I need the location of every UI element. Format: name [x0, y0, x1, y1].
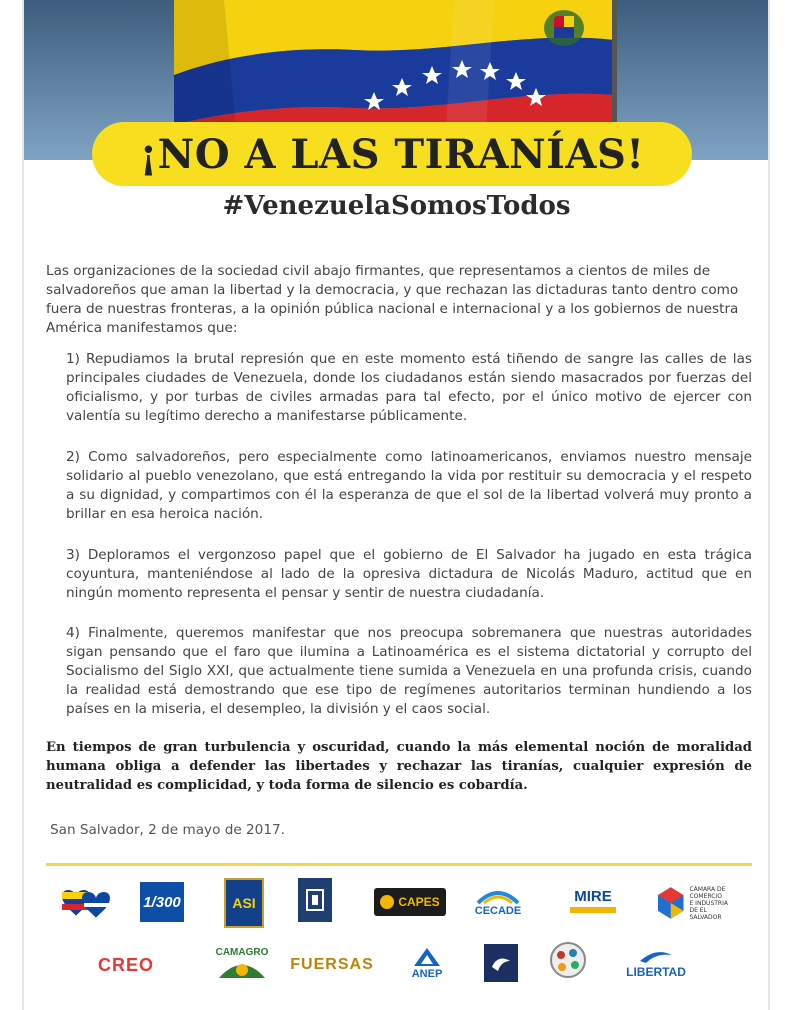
logo-capes: CAPES: [374, 888, 446, 916]
closing-statement: En tiempos de gran turbulencia y oscuridad, cuando la más elemental noción de moralidad humana obliga a defender las libertades y rechazar las tiranías, cualquier expresión de neutralidad es complicidad, y toda forma de silencio es cobardía.: [46, 740, 752, 793]
logo-circle-group: [548, 940, 588, 980]
logo-hearts-flags: [54, 880, 116, 924]
headline-banner: [92, 122, 692, 186]
hashtag: #VenezuelaSomosTodos: [222, 191, 571, 221]
camara-line-4: DE EL SALVADOR: [689, 906, 722, 921]
place-date: San Salvador, 2 de mayo de 2017.: [50, 822, 285, 838]
point-3: 3) Deploramos el vergonzoso papel que el gobierno de El Salvador ha jugado en esta trágica coyuntura, manteniéndose al lado de la opresiva dictadura de Nicolás Maduro, actitud que en ningún momento representa el pensar y sentir de nuestra ciudadanía.: [66, 547, 752, 601]
logo-cecade: CECADE: [468, 882, 528, 922]
camara-line-3: E INDUSTRIA: [689, 899, 728, 907]
headline: ¡NO A LAS TIRANÍAS!: [139, 130, 645, 178]
logo-camara-comercio: [656, 882, 740, 924]
logo-building: [298, 878, 332, 922]
divider: [46, 863, 752, 866]
logo-1300: 1/300: [140, 882, 184, 922]
logo-asi: ASI: [224, 878, 264, 928]
logo-mire: MIRE: [568, 880, 618, 920]
coat-of-arms-icon: [544, 10, 584, 46]
logo-creo: CREO: [97, 954, 154, 975]
point-1: 1) Repudiamos la brutal represión que en este momento está tiñendo de sangre las calles de las principales ciudades de Venezuela, donde los ciudadanos están siendo masacrados por fuerzas del oficialismo, y por turbas de civiles armadas para tal efecto, por el único motivo de ejercer con valentía su legítimo derecho a manifestarse públicamente.: [66, 351, 752, 424]
logo-camagro: CAMAGRO: [210, 942, 274, 984]
point-2: 2) Como salvadoreños, pero especialmente como latinoamericanos, enviamos nuestro mensaje solidario al pueblo venezolano, que está entregando la vida por restituir su democracia y el respeto a su dignidad, y compartimos con él la esperanza de que el sol de la libertad volverá muy pronto a brillar en esa heroica nación.: [66, 449, 752, 522]
logo-libertad: LIBERTAD: [618, 944, 694, 984]
point-4: 4) Finalmente, queremos manifestar que nos preocupa sobremanera que nuestras autoridades sigan pensando que el faro que ilumina a Latinoamérica es el sistema dictatorial y corrupto del Socialismo del Siglo XXI, que actualmente tiene sumida a Venezuela en una profunda crisis, cuando la realidad está demostrando que ese tipo de regímenes autoritarios terminan hundiendo a los países en la miseria, el desempleo, la división y el caos social.: [66, 625, 752, 717]
logo-fuersas: FUERSAS: [290, 956, 374, 973]
logo-anep: ANEP: [402, 942, 452, 984]
intro-paragraph: Las organizaciones de la sociedad civil abajo firmantes, que representamos a cientos de miles de salvadoreños que aman la libertad y la democracia, y que rechazan las dictaduras tanto dentro como fuera de nuestras fronteras, a la opinión pública nacional e internacional y a los gobiernos de nuestra América manifestamos que:: [46, 263, 739, 336]
camara-line-1: CÁMARA DE: [689, 885, 726, 893]
page-frame-right: [768, 0, 770, 1010]
camara-line-2: COMERCIO: [689, 892, 722, 900]
logo-dove: [484, 944, 518, 982]
